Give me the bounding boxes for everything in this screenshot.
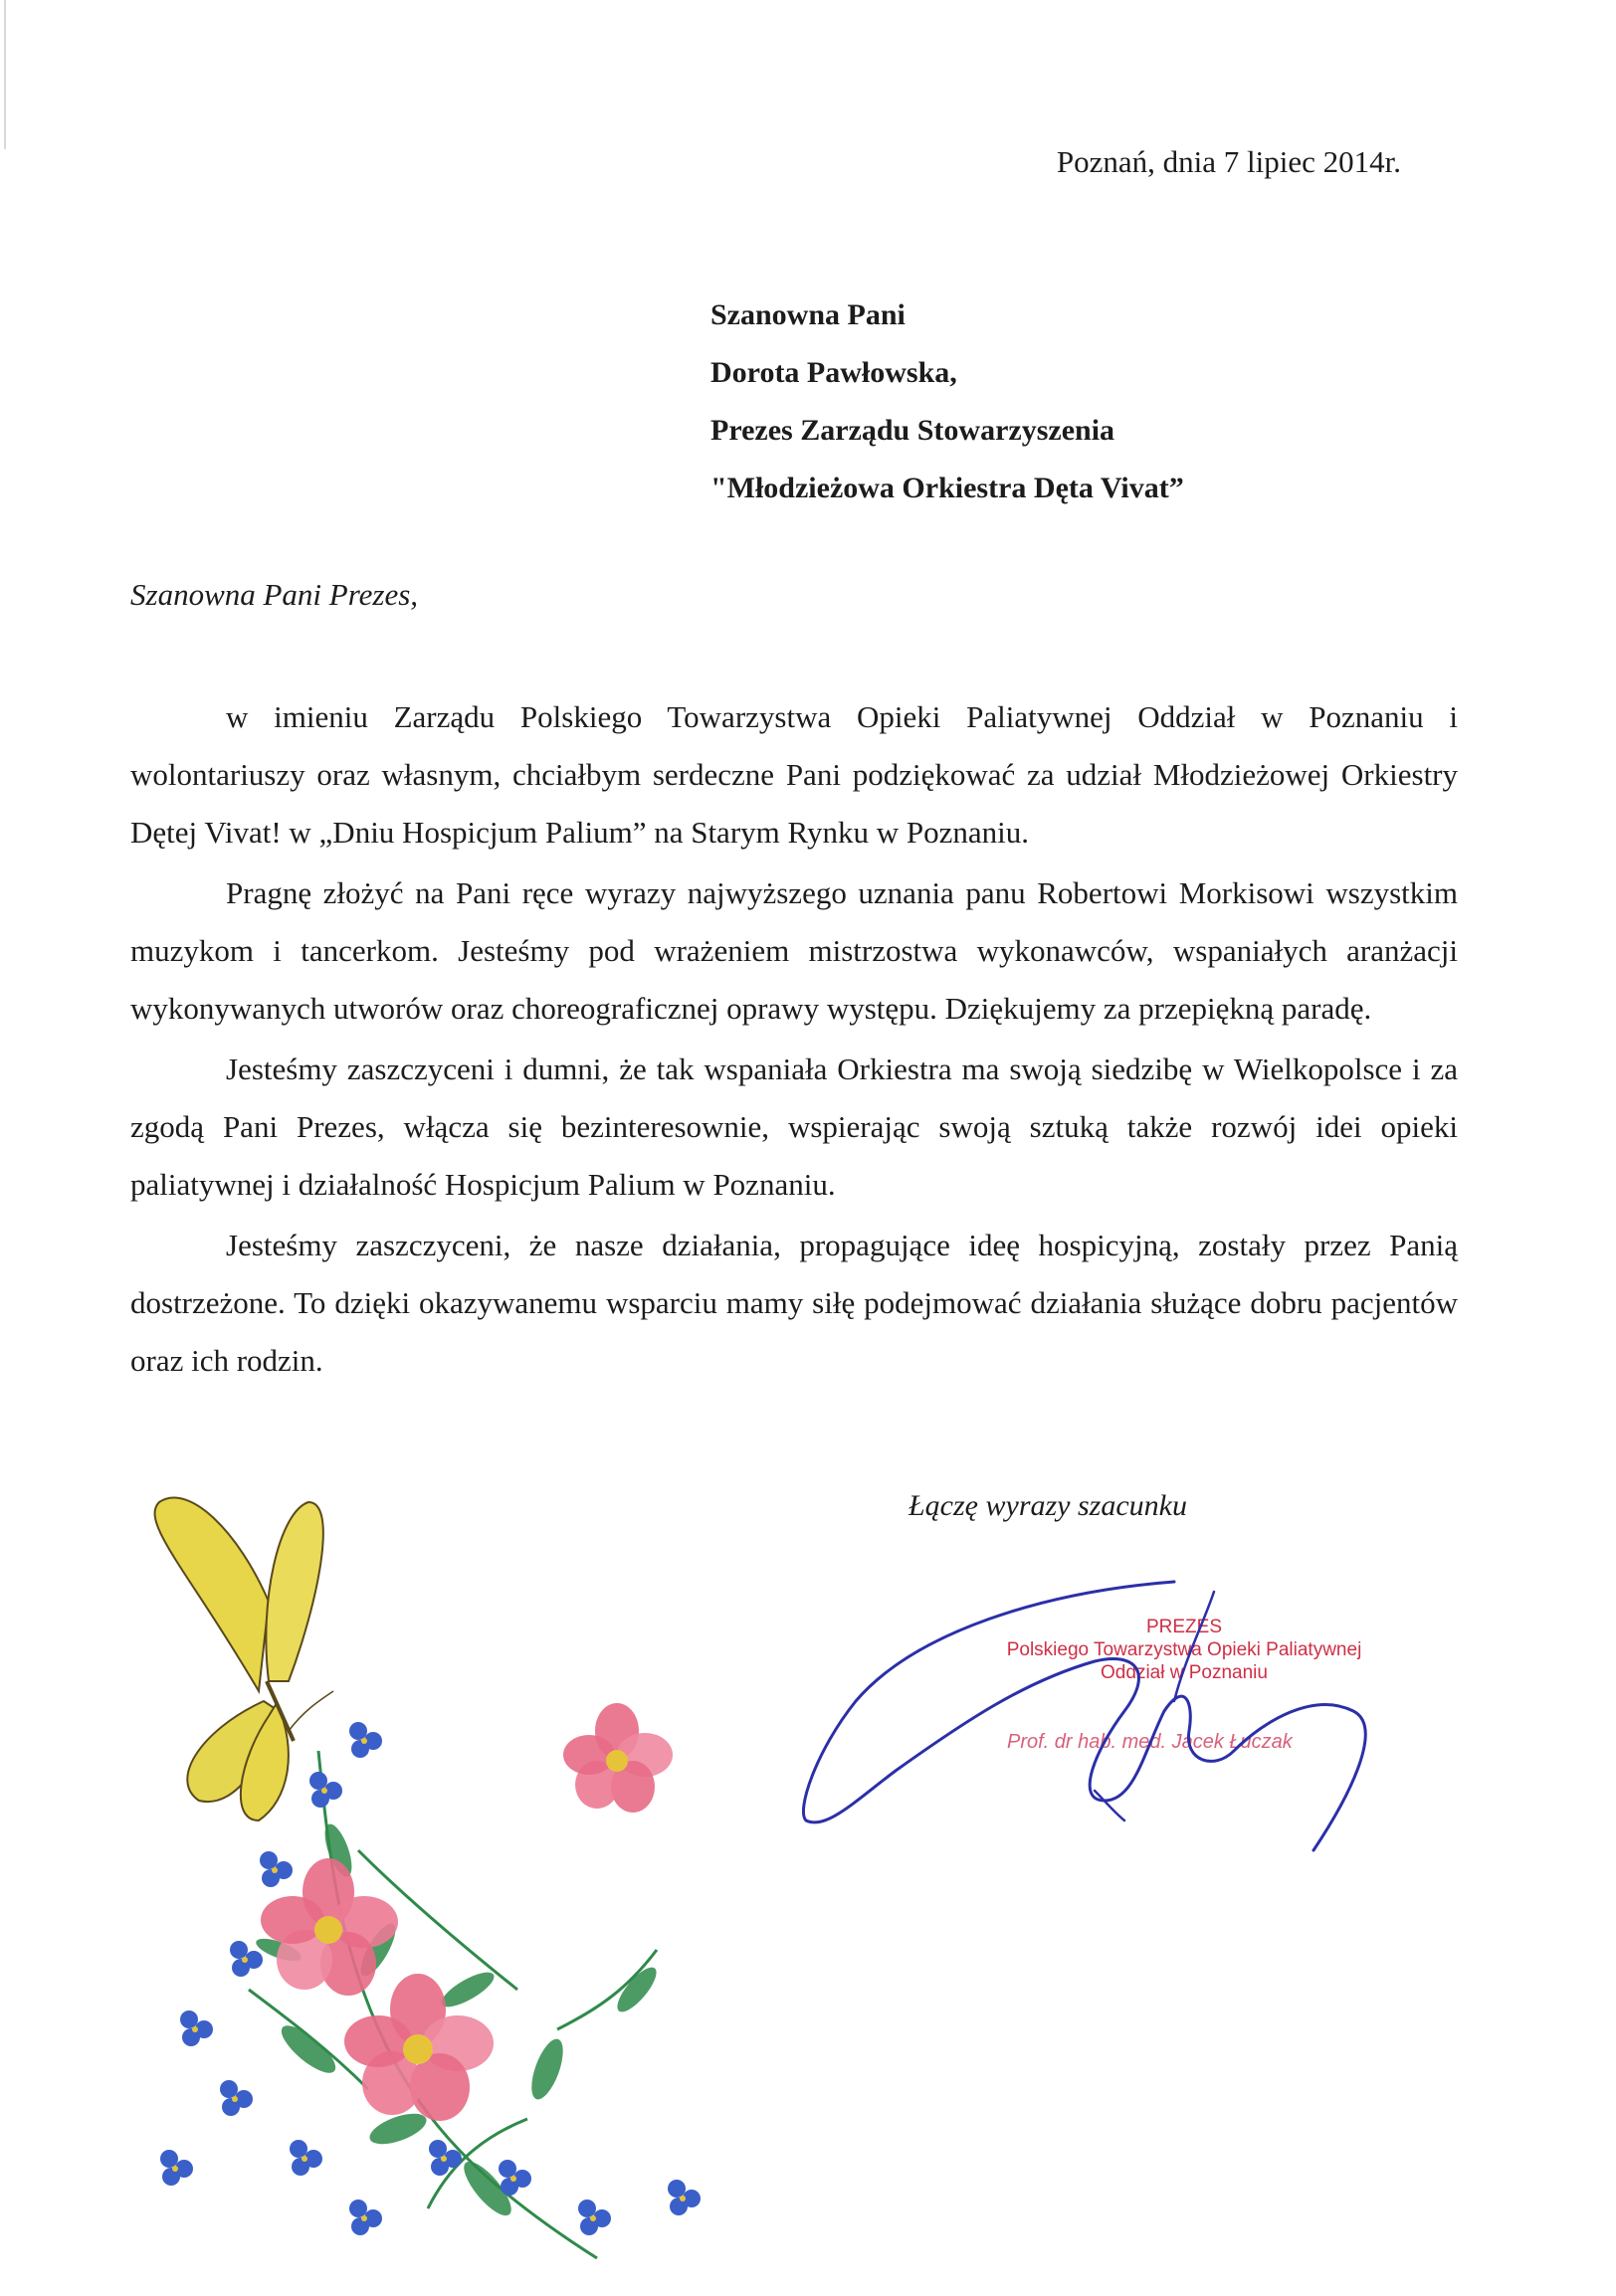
handwritten-signature <box>796 1552 1393 1880</box>
stamp-title: PREZES <box>1145 1617 1223 1637</box>
stamp-branch: Oddział w Poznaniu <box>1101 1662 1268 1683</box>
addressee-line: Szanowna Pani <box>710 298 906 331</box>
salutation: Szanowna Pani Prezes, <box>130 577 419 612</box>
body-paragraph: w imieniu Zarządu Polskiego Towarzystwa Opieki Paliatywnej Oddział w Poznaniu i wolontariuszy oraz własnym, chciałbym serdeczne Pani podziękować za udział Młodzieżowej Orkiestry Dętej Vivat! w „Dniu Hospicjum Palium” na Starym Rynku w Poznaniu. <box>130 699 1458 850</box>
pink-flower <box>563 1703 673 1813</box>
letter-body <box>130 688 1458 1393</box>
addressee-line: Prezes Zarządu Stowarzyszenia <box>710 414 1115 447</box>
closing-phrase: Łączę wyrazy szacunku <box>909 1489 1187 1522</box>
addressee-line: Dorota Pawłowska, <box>710 356 957 389</box>
body-paragraph: Jesteśmy zaszczyceni, że nasze działania, propagujące ideę hospicyjną, zostały przez Panią dostrzeżone. To dzięki okazywanemu wsparciu mamy siłę podejmować działania służące dobru pacjentów oraz ich rodzin. <box>130 1228 1458 1378</box>
stamp-signatory-name: Prof. dr hab. med. Jacek Łuczak <box>1007 1731 1293 1753</box>
addressee-block <box>710 287 1184 517</box>
floral-decoration <box>129 1433 766 2288</box>
addressee-line: "Młodzieżowa Orkiestra Dęta Vivat” <box>710 472 1184 504</box>
body-paragraph: Pragnę złożyć na Pani ręce wyrazy najwyższego uznania panu Robertowi Morkisowi wszystkim muzykom i tancerkom. Jesteśmy pod wrażeniem mistrzostwa wykonawców, wspaniałych aranżacji wykonywanych utworów oraz choreograficznej oprawy występu. Dziękujemy za przepiękną paradę. <box>130 875 1458 1026</box>
body-paragraph: Jesteśmy zaszczyceni i dumni, że tak wspaniała Orkiestra ma swoją siedzibę w Wielkopolsce i za zgodą Pani Prezes, włącza się bezinteresownie, wspierając swoją sztuką także rozwój idei opieki paliatywnej i działalność Hospicjum Palium w Poznaniu. <box>130 1052 1458 1202</box>
scan-edge-mark <box>4 0 6 149</box>
letter-date: Poznań, dnia 7 lipiec 2014r. <box>1056 144 1401 179</box>
stamp-organization: Polskiego Towarzystwa Opieki Paliatywnej <box>1006 1639 1362 1660</box>
butterfly-illustration <box>155 1498 333 1820</box>
